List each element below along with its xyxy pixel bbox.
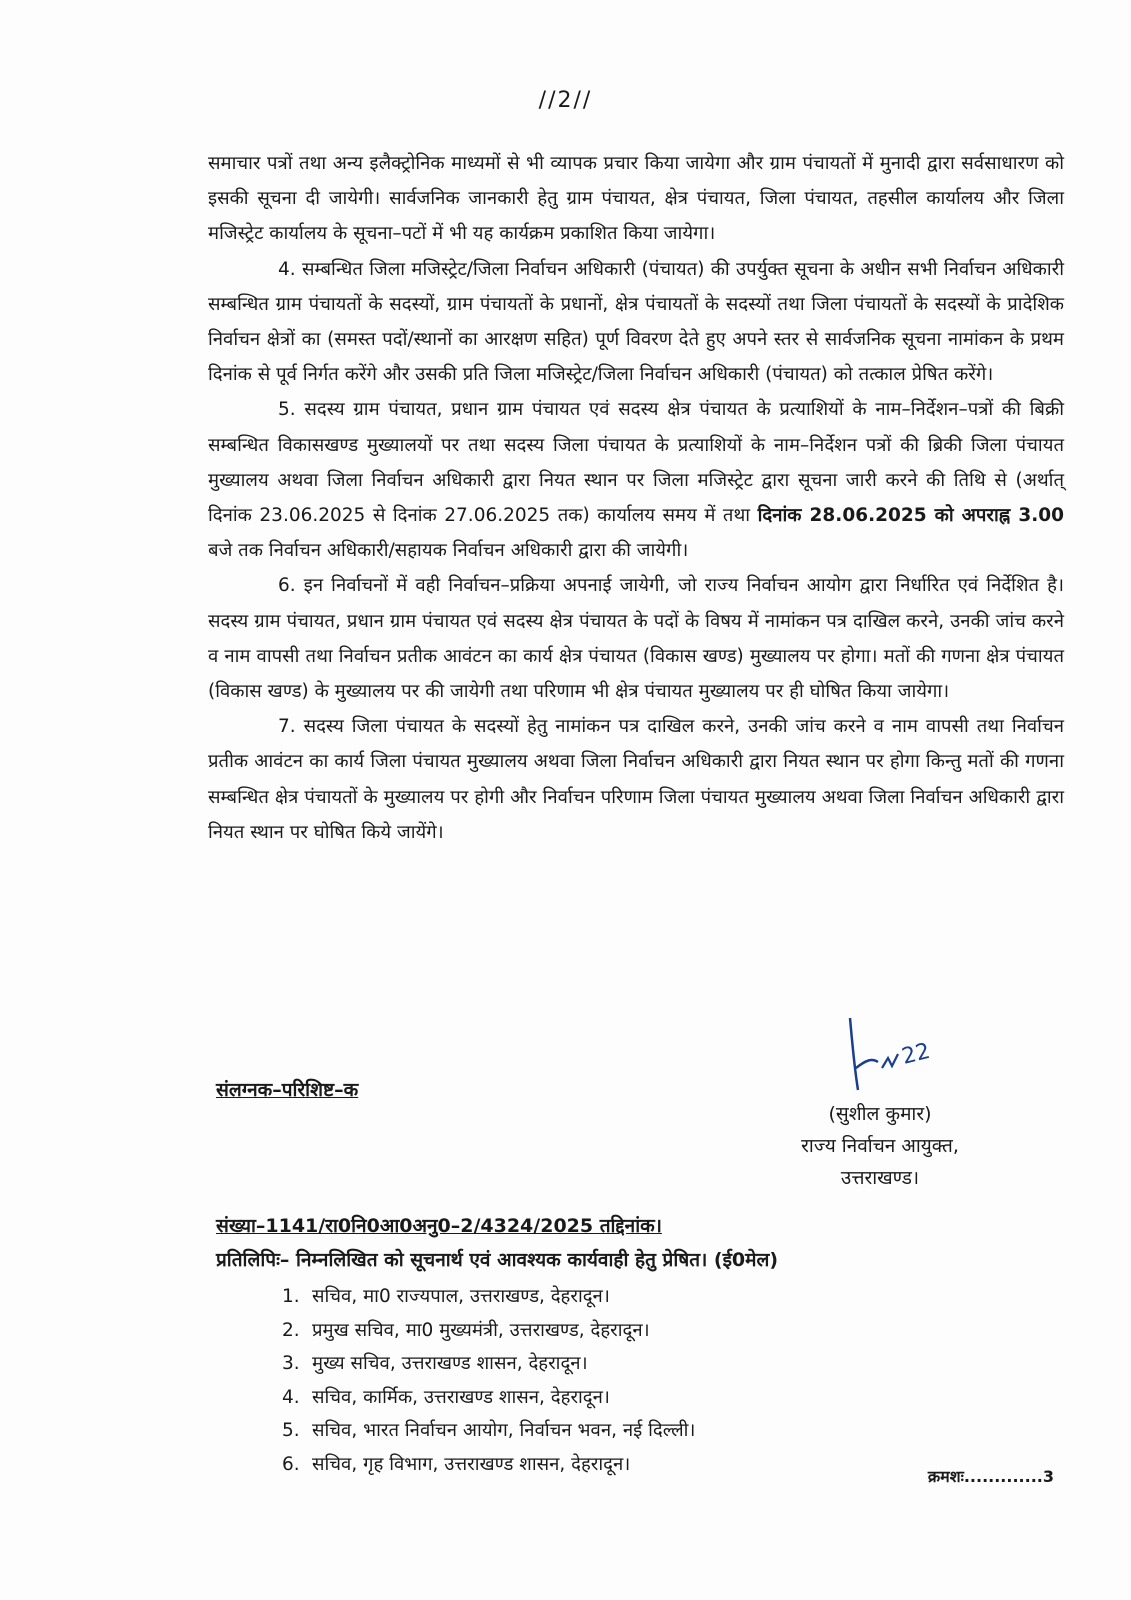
page-number: //2//: [538, 88, 593, 113]
paragraph-5-text-end: बजे तक निर्वाचन अधिकारी/सहायक निर्वाचन अधिकारी द्वारा की जायेगी।: [208, 540, 689, 562]
list-item: 4. सचिव, कार्मिक, उत्तराखण्ड शासन, देहरादून।: [282, 1386, 610, 1408]
list-item: 1. सचिव, मा0 राज्यपाल, उत्तराखण्ड, देहरादून।: [282, 1286, 610, 1307]
paragraph-continuation: समाचार पत्रों तथा अन्य इलैक्ट्रोनिक माध्यमों से भी व्यापक प्रचार किया जायेगा और ग्राम पंचायतों में मुनादी द्वारा सर्वसाधारण को इसकी सूचना दी जायेगी। सार्वजनिक जानकारी हेतु ग्राम पंचायत, क्षेत्र पंचायत, जिला पंचायत, तहसील कार्यालय और जिला मजिस्ट्रेट कार्यालय के सूचना–पटों में भी यह कार्यक्रम प्रकाशित किया जायेगा।: [208, 153, 1064, 245]
signature-initials: 22: [899, 1038, 933, 1070]
paragraph-5: [208, 392, 1064, 568]
signatory-name: (सुशील कुमार): [828, 1103, 932, 1125]
copy-to-heading: प्रतिलिपिः– निम्नलिखित को सूचनार्थ एवं आवश्यक कार्यवाही हेतु प्रेषित। (ई0मेल): [216, 1249, 779, 1271]
document-body: [208, 146, 1064, 850]
reference-number: संख्या–1141/रा0नि0आ0अनु0–2/4324/2025 तद्दिनांक।: [216, 1215, 662, 1237]
paragraph-7: 7. सदस्य जिला पंचायत के सदस्यों हेतु नामांकन पत्र दाखिल करने, उनकी जांच करने व नाम वापसी तथा निर्वाचन प्रतीक आवंटन का कार्य जिला पंचायत मुख्यालय अथवा जिला निर्वाचन अधिकारी द्वारा नियत स्थान पर होगा किन्तु मतों की गणना सम्बन्धित क्षेत्र पंचायतों के मुख्यालय पर होगी और निर्वाचन परिणाम जिला पंचायत मुख्यालय अथवा जिला निर्वाचन अधिकारी द्वारा नियत स्थान पर घोषित किये जायेंगे।: [208, 716, 1064, 843]
signatory-state: उत्तराखण्ड।: [840, 1167, 920, 1189]
list-item: 2. प्रमुख सचिव, मा0 मुख्यमंत्री, उत्तराखण्ड, देहरादून।: [282, 1319, 650, 1341]
enclosure-label: संलग्नक–परिशिष्ट–क: [216, 1079, 359, 1101]
recipient-list: [282, 1280, 695, 1482]
signature-block: [770, 1098, 990, 1194]
signatory-designation: राज्य निर्वाचन आयुक्त,: [801, 1135, 959, 1157]
list-item: 3. मुख्य सचिव, उत्तराखण्ड शासन, देहरादून।: [282, 1353, 588, 1375]
list-item: 6. सचिव, गृह विभाग, उत्तराखण्ड शासन, देहरादून।: [282, 1453, 631, 1475]
paragraph-5-text-start: 5. सदस्य ग्राम पंचायत, प्रधान ग्राम पंचायत एवं सदस्य क्षेत्र पंचायत के प्रत्याशियों के नाम–निर्देशन–पत्रों की बिक्री सम्बन्धित विकासखण्ड मुख्यालयों पर तथा सदस्य जिला पंचायत के प्रत्याशियों के नाम–निर्देशन पत्रों की ब्रिकी जिला पंचायत मुख्यालय अथवा जिला निर्वाचन अधिकारी द्वारा नियत स्थान पर जिला मजिस्ट्रेट द्वारा सूचना जारी करने की तिथि से (अर्थात् दिनांक 23.06.2025 से दिनांक 27.06.2025 तक) कार्यालय समय में तथा: [208, 399, 1064, 527]
continued-footer: क्रमशः.............3: [927, 1467, 1054, 1486]
handwritten-signature: [832, 1010, 962, 1110]
list-item: 5. सचिव, भारत निर्वाचन आयोग, निर्वाचन भवन, नई दिल्ली।: [282, 1420, 696, 1442]
paragraph-4: 4. सम्बन्धित जिला मजिस्ट्रेट/जिला निर्वाचन अधिकारी (पंचायत) की उपर्युक्त सूचना के अधीन सभी निर्वाचन अधिकारी सम्बन्धित ग्राम पंचायतों के सदस्यों, ग्राम पंचायतों के प्रधानों, क्षेत्र पंचायतों के सदस्यों तथा जिला पंचायतों के सदस्यों के प्रादेशिक निर्वाचन क्षेत्रों का (समस्त पदों/स्थानों का आरक्षण सहित) पूर्ण विवरण देते हुए अपने स्तर से सार्वजनिक सूचना नामांकन के प्रथम दिनांक से पूर्व निर्गत करेंगे और उसकी प्रति जिला मजिस्ट्रेट/जिला निर्वाचन अधिकारी (पंचायत) को तत्काल प्रेषित करेंगे।: [208, 258, 1064, 386]
paragraph-6: 6. इन निर्वाचनों में वही निर्वाचन–प्रक्रिया अपनाई जायेगी, जो राज्य निर्वाचन आयोग द्वारा निर्धारित एवं निर्देशित है। सदस्य ग्राम पंचायत, प्रधान ग्राम पंचायत एवं सदस्य क्षेत्र पंचायत के पदों के विषय में नामांकन पत्र दाखिल करने, उनकी जांच करने व नाम वापसी तथा निर्वाचन प्रतीक आवंटन का कार्य क्षेत्र पंचायत (विकास खण्ड) मुख्यालय पर होगा। मतों की गणना क्षेत्र पंचायत (विकास खण्ड) के मुख्यालय पर की जायेगी तथा परिणाम भी क्षेत्र पंचायत मुख्यालय पर ही घोषित किया जायेगा।: [208, 575, 1064, 703]
paragraph-5-deadline: दिनांक 28.06.2025 को अपराह्न 3.00: [757, 505, 1064, 527]
